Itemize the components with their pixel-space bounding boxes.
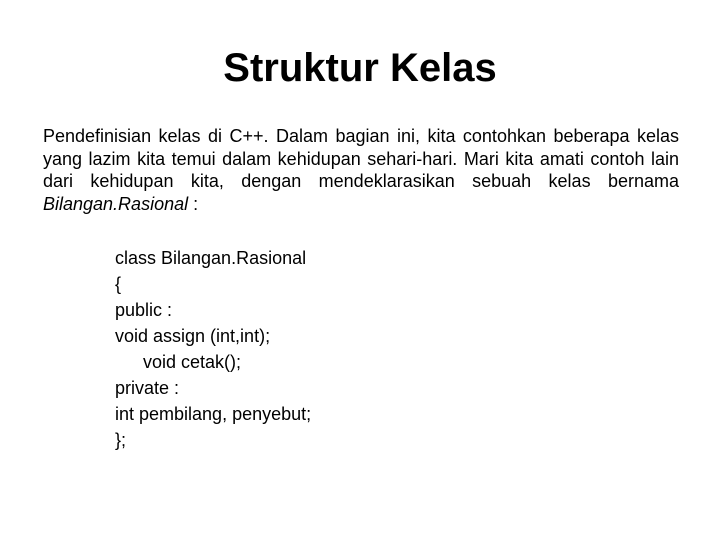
slide-title: Struktur Kelas [223,46,497,90]
code-line: class Bilangan.Rasional [115,248,307,268]
class-name-italic: Bilangan.Rasional [43,193,189,214]
code-line: void cetak(); [143,352,242,372]
code-line: { [115,274,122,294]
paragraph-text-before: Pendefinisian kelas di C++. Dalam bagian ini, kita contohkan beberapa kelas yang lazim kita temui dalam kehidupan sehari-hari. Mari kita amati contoh lain dari kehidupan kita, dengan mendeklarasikan sebuah kelas bernama [43,126,679,191]
code-line: }; [115,430,127,450]
code-line: public : [115,300,173,320]
code-line: private : [115,378,180,398]
intro-paragraph [43,125,679,215]
paragraph-text-after: : [188,193,199,214]
code-block [115,245,635,453]
code-line: void assign (int,int); [115,326,271,346]
code-line: int pembilang, penyebut; [115,404,312,424]
